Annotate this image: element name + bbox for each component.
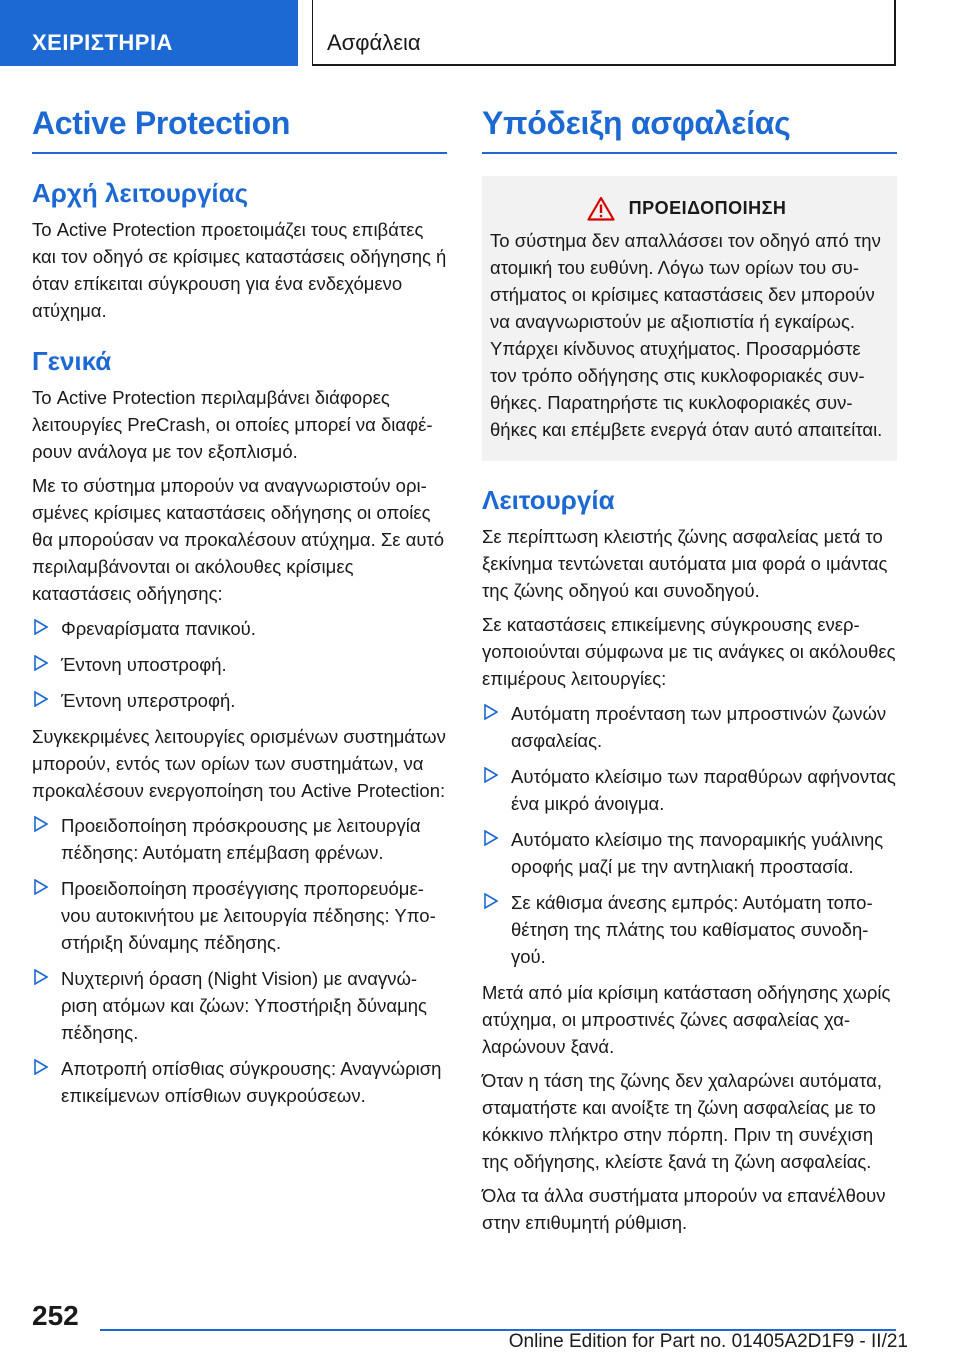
section-title: Ασφάλεια [312,0,896,66]
warning-header [490,196,883,221]
general-paragraph-1: Το Active Protection περιλαμβάνει διάφορες λειτουργίες PreCrash, οι οποίες μπορεί να διαφέρουν ανάλογα με τον εξοπλισμό. [32,387,433,462]
list-item [482,826,897,880]
list-item-text: Φρεναρίσματα πανικού. [61,618,256,639]
triangle-bullet-icon [484,704,498,720]
list-item [32,875,447,956]
function-list [482,700,897,970]
activation-functions-list [32,812,447,1109]
general-paragraph-3: Συγκεκριμένες λειτουργίες ορισμένων συστημάτων μπορούν, εντός των ορίων των συστημάτων, να προκαλέσουν ενεργοποίηση του Active Protection: [32,726,446,801]
triangle-bullet-icon [34,879,48,895]
list-item-text: Προειδοποίηση πρόσκρουσης με λειτουργία πέδησης: Αυτόματη επέμβαση φρένων. [61,815,421,863]
triangle-bullet-icon [34,1059,48,1075]
chapter-tab: ΧΕΙΡΙΣΤΗΡΙΑ [0,0,298,66]
warning-text: Το σύστημα δεν απαλλάσσει τον οδηγό από την ατομική του ευθύνη. Λόγω των ορίων του συστήματος οι κρίσιμες καταστάσεις δεν μπορούν να αναγνωριστούν με αξιοπιστία ή εγκαίρως. Υπάρχει κίνδυνος ατυχήματος. Προσαρμόστε τον τρόπο οδήγησης στις κυκλοφοριακές συνθήκες. Παρατηρήστε τις κυκλοφοριακές συνθήκες και επέμβετε ενεργά όταν αυτό απαιτείται. [490,230,883,440]
triangle-bullet-icon [34,691,48,707]
list-item-text: Προειδοποίηση προσέγγισης προπορευόμενου αυτοκινήτου με λειτουργία πέδησης: Υποστήριξη δύναμης πέδησης. [61,878,436,953]
list-item-text: Αυτόματη προένταση των μπροστινών ζωνών ασφαλείας. [511,703,887,751]
general-paragraph-2: Με το σύστημα μπορούν να αναγνωριστούν ορισμένες κρίσιμες καταστάσεις οδήγησης οι οποίες θα μπορούσαν να προκαλέσουν ατύχημα. Σε αυτό περιλαμβάνονται οι ακόλουθες κρίσιμες καταστάσεις οδήγησης: [32,475,445,604]
warning-title: ΠΡΟΕΙΔΟΠΟΙΗΣΗ [628,198,787,218]
page-title: Active Protection [32,100,447,154]
list-item [32,965,447,1046]
function-heading: Λειτουργία [482,485,615,515]
triangle-bullet-icon [484,893,498,909]
list-item-text: Νυχτερινή όραση (Night Vision) με αναγνώριση ατόμων και ζώων: Υποστήριξη δύναμης πέδησης. [61,968,427,1043]
warning-box [482,176,897,461]
function-paragraph-4: Όταν η τάση της ζώνης δεν χαλαρώνει αυτόματα, σταματήστε και ανοίξτε τη ζώνη ασφαλείας με το κόκκινο πλήκτρο στην πόρπη. Πριν τη συνέχιση της οδήγησης, κλείστε ξανά τη ζώνη ασφαλείας. [482,1070,882,1172]
function-paragraph-1: Σε περίπτωση κλειστής ζώνης ασφαλείας μετά το ξεκίνημα τεντώνεται αυτόματα μια φορά ο ιμάντας της ζώνης οδηγού και συνοδηγού. [482,526,888,601]
page-number: 252 [32,1300,79,1331]
safety-heading: Υπόδειξη ασφαλείας [482,100,897,154]
function-paragraph-5: Όλα τα άλλα συστήματα μπορούν να επανέλθουν στην επιθυμητή ρύθμιση. [482,1185,886,1233]
principle-heading: Αρχή λειτουργίας [32,178,249,208]
principle-text: Το Active Protection προετοιμάζει τους επιβάτες και τον οδηγό σε κρίσιμες καταστάσεις οδήγησης ή όταν επίκειται σύγκρουση για ένα ενδεχόμενο ατύχημα. [32,219,447,321]
list-item-text: Έντονη υποστροφή. [61,654,227,675]
triangle-bullet-icon [34,816,48,832]
list-item [482,889,897,970]
triangle-bullet-icon [484,767,498,783]
edition-text: Online Edition for Part no. 01405A2D1F9 - II/21 [508,1331,908,1352]
list-item-text: Αποτροπή οπίσθιας σύγκρουσης: Αναγνώριση επικείμενων οπίσθιων συγκρούσεων. [61,1058,442,1106]
list-item [482,763,897,817]
function-paragraph-3: Μετά από μία κρίσιμη κατάσταση οδήγησης χωρίς ατύχημα, οι μπροστινές ζώνες ασφαλείας χαλαρώνουν ξανά. [482,982,891,1057]
triangle-bullet-icon [34,619,48,635]
list-item [32,1055,447,1109]
function-paragraph-2: Σε καταστάσεις επικείμενης σύγκρουσης ενεργοποιούνται σύμφωνα με τις ανάγκες οι ακόλουθες επιμέρους λειτουργίες: [482,614,896,689]
right-column [482,100,897,1243]
critical-situations-list [32,615,447,714]
triangle-bullet-icon [484,830,498,846]
list-item-text: Σε κάθισμα άνεσης εμπρός: Αυτόματη τοποθέτηση της πλάτης του καθίσματος συνοδηγού. [511,892,873,967]
list-item [32,615,447,642]
list-item-text: Αυτόματο κλείσιμο των παραθύρων αφήνοντας ένα μικρό άνοιγμα. [511,766,896,814]
list-item [32,812,447,866]
triangle-bullet-icon [34,969,48,985]
list-item-text: Αυτόματο κλείσιμο της πανοραμικής γυάλινης οροφής μαζί με την αντηλιακή προστασία. [511,829,884,877]
left-column [32,100,447,1118]
list-item [482,700,897,754]
warning-triangle-icon [587,196,615,221]
list-item [32,651,447,678]
triangle-bullet-icon [34,655,48,671]
list-item-text: Έντονη υπερστροφή. [61,690,236,711]
general-heading: Γενικά [32,346,112,376]
list-item [32,687,447,714]
